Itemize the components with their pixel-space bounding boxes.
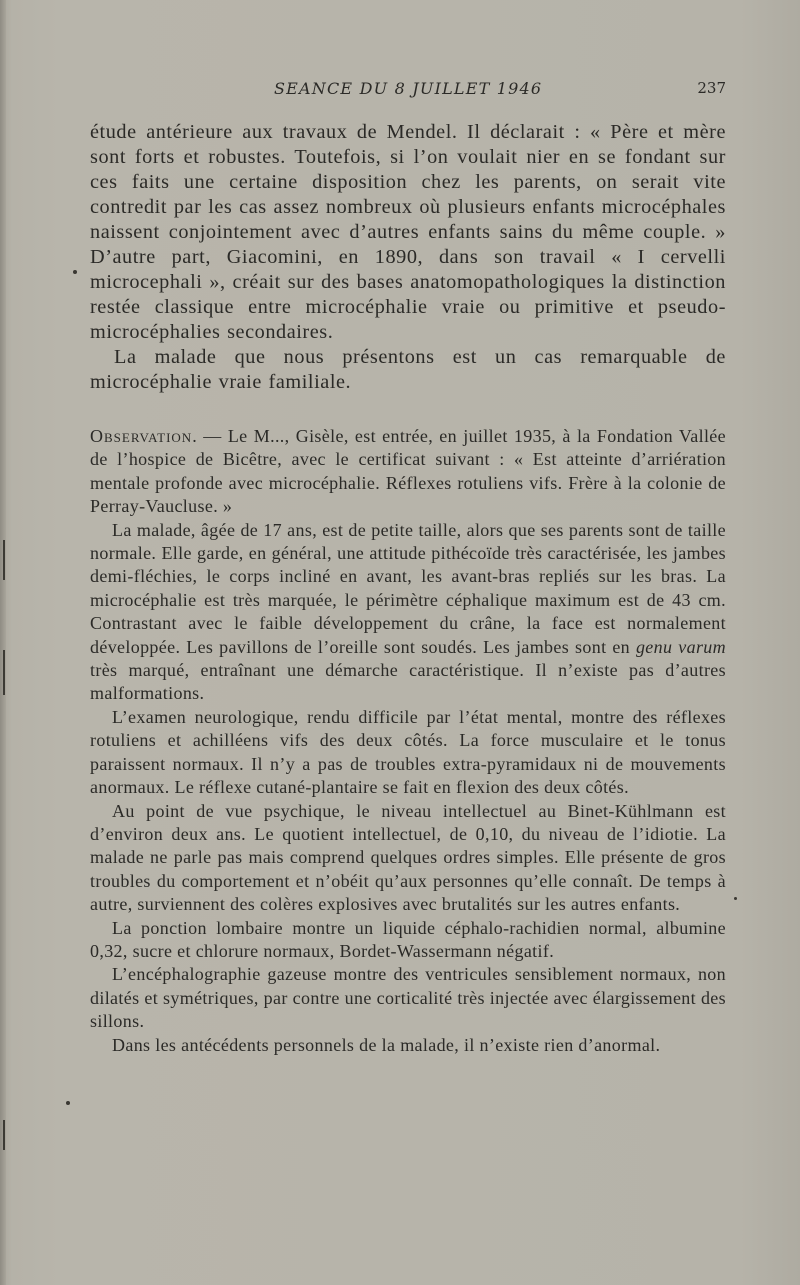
observation-label: Observation — [90, 426, 193, 446]
margin-dot — [734, 897, 737, 900]
observation-lead-text: . — Le M..., Gisèle, est entrée, en juillet 1935, à la Fondation Vallée de l’hospice de Bicêtre, avec le certificat suivant : « Est atteinte d’arriération mentale profonde avec microcéphalie. Réflexes rotuliens vifs. Frère à la colonie de Perray-Vaucluse. » — [90, 426, 726, 517]
observation-paragraph-physical — [90, 519, 726, 706]
margin-mark — [3, 540, 5, 580]
observation-paragraph-encephalography: L’encéphalographie gazeuse montre des ventricules sensiblement normaux, non dilatés et symétriques, par contre une corticalité très injectée avec élargissement des sillons. — [90, 964, 726, 1032]
observation-paragraph-neurological: L’examen neurologique, rendu difficile par l’état mental, montre des réflexes rotuliens et achilléens vifs des deux côtés. La force musculaire et le tonus paraissent normaux. Il n’y a pas de troubles extra-pyramidaux ni de mouvements anormaux. Le réflexe cutané-plantaire se fait en flexion des deux côtés. — [90, 706, 726, 798]
observation-section — [90, 425, 726, 1057]
genu-varum-term: genu varum — [635, 636, 727, 657]
intro-paragraph: étude antérieure aux travaux de Mendel. Il déclarait : « Père et mère sont forts et robustes. Toutefois, si l’on voulait nier en se fondant sur ces faits une certaine disposition chez les parents, on serait vite contredit par les cas assez nombreux où plusieurs enfants microcéphales naissent conjointement avec d’autres enfants sains du même couple. » D’autre part, Giacomini, en 1890, dans son travail « I cervelli microcephali », créait sur des bases anatomopathologiques la distinction restée classique entre microcéphalie vraie ou primitive et pseudo-microcéphalies secondaires. — [90, 121, 726, 343]
margin-mark — [3, 1120, 5, 1150]
page-number: 237 — [697, 79, 726, 97]
physical-text-before: La malade, âgée de 17 ans, est de petite taille, alors que ses parents sont de taille normale. Elle garde, en général, une attitude pithécoïde très caractérisée, les jambes demi-fléchies, le corps incliné en avant, les avant-bras repliés sur les bras. La microcéphalie est très marquée, le périmètre céphalique maximum est de 43 cm. Contrastant avec le faible développement du crâne, la face est normalement développée. Les pavillons de l’oreille sont soudés. Les jambes sont en — [90, 519, 726, 657]
observation-paragraph-lumbar: La ponction lombaire montre un liquide céphalo-rachidien normal, albumine 0,32, sucre et chlorure normaux, Bordet-Wassermann négatif. — [90, 917, 726, 961]
intro-paragraph: La malade que nous présentons est un cas remarquable de microcéphalie vraie familiale. — [90, 346, 726, 393]
intro-section — [90, 120, 726, 395]
margin-mark — [3, 650, 5, 695]
observation-paragraph-psychic: Au point de vue psychique, le niveau intellectuel au Binet-Kühlmann est d’environ deux ans. Le quotient intellectuel, de 0,10, du niveau de l’idiotie. La malade ne parle pas mais comprend quelques ordres simples. Elle présente de gros troubles du comportement et n’obéit qu’aux personnes qu’elle connaît. De temps à autre, surviennent des colères explosives avec brutalités sur les autres enfants. — [90, 800, 726, 915]
running-head — [90, 79, 726, 101]
observation-paragraph-history: Dans les antécédents personnels de la malade, il n’existe rien d’anormal. — [112, 1034, 661, 1055]
body-text — [90, 120, 726, 1057]
observation-lead-paragraph — [90, 425, 726, 519]
page-spine-shadow — [0, 0, 6, 1285]
running-title: SEANCE DU 8 JUILLET 1946 — [274, 79, 543, 98]
margin-dot — [66, 1101, 70, 1105]
physical-text-after: très marqué, entraînant une démarche caractéristique. Il n’existe pas d’autres malformations. — [90, 660, 726, 704]
margin-dot — [73, 270, 77, 274]
